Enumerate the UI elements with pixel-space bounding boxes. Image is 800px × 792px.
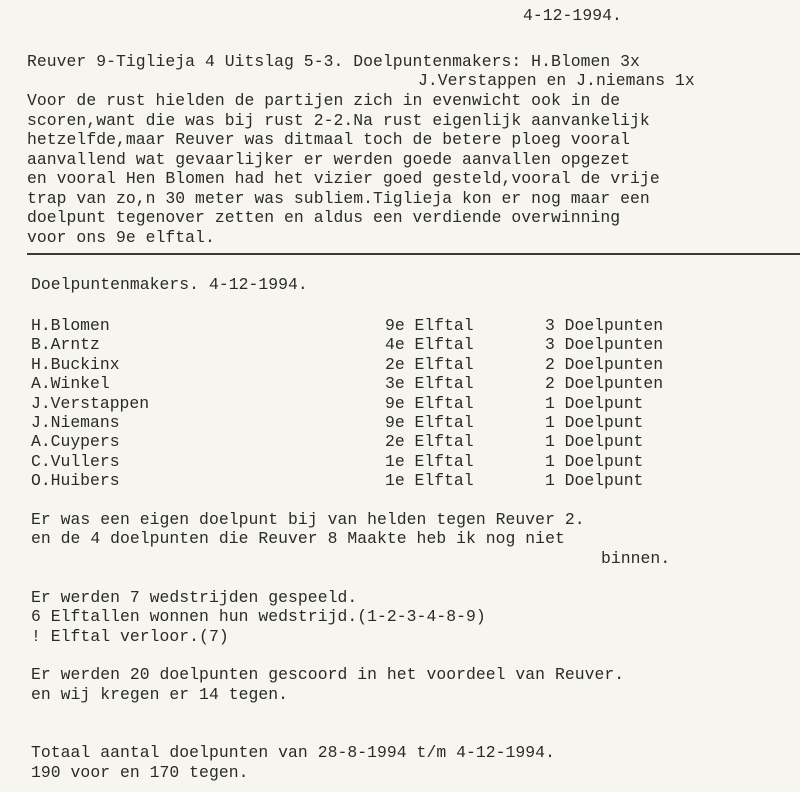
scorer-goals: 2 Doelpunten [545, 374, 664, 393]
paragraph-line: trap van zo,n 30 meter was subliem.Tiglieja kon er nog maar een [27, 189, 650, 208]
table-row [31, 355, 751, 375]
scorer-goals: 2 Doelpunten [545, 355, 664, 374]
scorer-name: A.Winkel [31, 374, 110, 393]
scorer-goals: 1 Doelpunt [545, 452, 644, 471]
scorer-name: J.Verstappen [31, 394, 150, 413]
table-row [31, 432, 751, 452]
scorers-continuation: J.Verstappen en J.niemans 1x [418, 71, 695, 90]
paragraph-line: voor ons 9e elftal. [27, 228, 215, 247]
paragraph-line: doelpunt tegenover zetten en aldus een verdiende overwinning [27, 208, 621, 227]
scorer-team: 9e Elftal [385, 316, 474, 335]
scorer-team: 1e Elftal [385, 471, 474, 490]
table-row [31, 471, 751, 491]
goals-for: Er werden 20 doelpunten gescoord in het voordeel van Reuver. [31, 665, 625, 684]
scorer-goals: 3 Doelpunten [545, 335, 664, 354]
scorer-goals: 1 Doelpunt [545, 394, 644, 413]
table-row [31, 374, 751, 394]
matches-played: Er werden 7 wedstrijden gespeeld. [31, 588, 358, 607]
table-row [31, 413, 751, 433]
missing-goals-note-continuation: binnen. [601, 549, 671, 568]
scorer-team: 2e Elftal [385, 355, 474, 374]
table-row [31, 335, 751, 355]
paragraph-line: aanvallend wat gevaarlijker er werden goede aanvallen opgezet [27, 150, 631, 169]
season-total-line: Totaal aantal doelpunten van 28-8-1994 t/m 4-12-1994. [31, 743, 555, 762]
section-divider [27, 253, 800, 255]
scorer-team: 2e Elftal [385, 432, 474, 451]
scorer-team: 1e Elftal [385, 452, 474, 471]
scorer-team: 9e Elftal [385, 394, 474, 413]
paragraph-line: Voor de rust hielden de partijen zich in evenwicht ook in de [27, 91, 621, 110]
goals-against: en wij kregen er 14 tegen. [31, 685, 289, 704]
scorer-name: H.Buckinx [31, 355, 120, 374]
table-row [31, 316, 751, 336]
matches-lost: ! Elftal verloor.(7) [31, 627, 229, 646]
missing-goals-note: en de 4 doelpunten die Reuver 8 Maakte heb ik nog niet [31, 529, 565, 548]
scorer-name: B.Arntz [31, 335, 100, 354]
scorer-goals: 3 Doelpunten [545, 316, 664, 335]
paragraph-line: hetzelfde,maar Reuver was ditmaal toch de betere ploeg vooral [27, 130, 631, 149]
scorer-name: H.Blomen [31, 316, 110, 335]
season-total-values: 190 voor en 170 tegen. [31, 763, 249, 782]
scorer-team: 9e Elftal [385, 413, 474, 432]
match-title-line: Reuver 9-Tiglieja 4 Uitslag 5-3. Doelpuntenmakers: H.Blomen 3x [27, 52, 640, 71]
scorer-goals: 1 Doelpunt [545, 432, 644, 451]
table-row [31, 394, 751, 414]
scorer-name: A.Cuypers [31, 432, 120, 451]
scorer-name: J.Niemans [31, 413, 120, 432]
own-goal-note: Er was een eigen doelpunt bij van helden tegen Reuver 2. [31, 510, 585, 529]
scorer-team: 4e Elftal [385, 335, 474, 354]
paragraph-line: scoren,want die was bij rust 2-2.Na rust eigenlijk aanvankelijk [27, 111, 650, 130]
document-date: 4-12-1994. [523, 6, 622, 25]
scorer-goals: 1 Doelpunt [545, 471, 644, 490]
scorer-team: 3e Elftal [385, 374, 474, 393]
scorer-name: C.Vullers [31, 452, 120, 471]
scorers-title: Doelpuntenmakers. 4-12-1994. [31, 275, 308, 294]
paragraph-line: en vooral Hen Blomen had het vizier goed gesteld,vooral de vrije [27, 169, 660, 188]
scorer-goals: 1 Doelpunt [545, 413, 644, 432]
scorer-name: O.Huibers [31, 471, 120, 490]
matches-won: 6 Elftallen wonnen hun wedstrijd.(1-2-3-4-8-9) [31, 607, 486, 626]
table-row [31, 452, 751, 472]
